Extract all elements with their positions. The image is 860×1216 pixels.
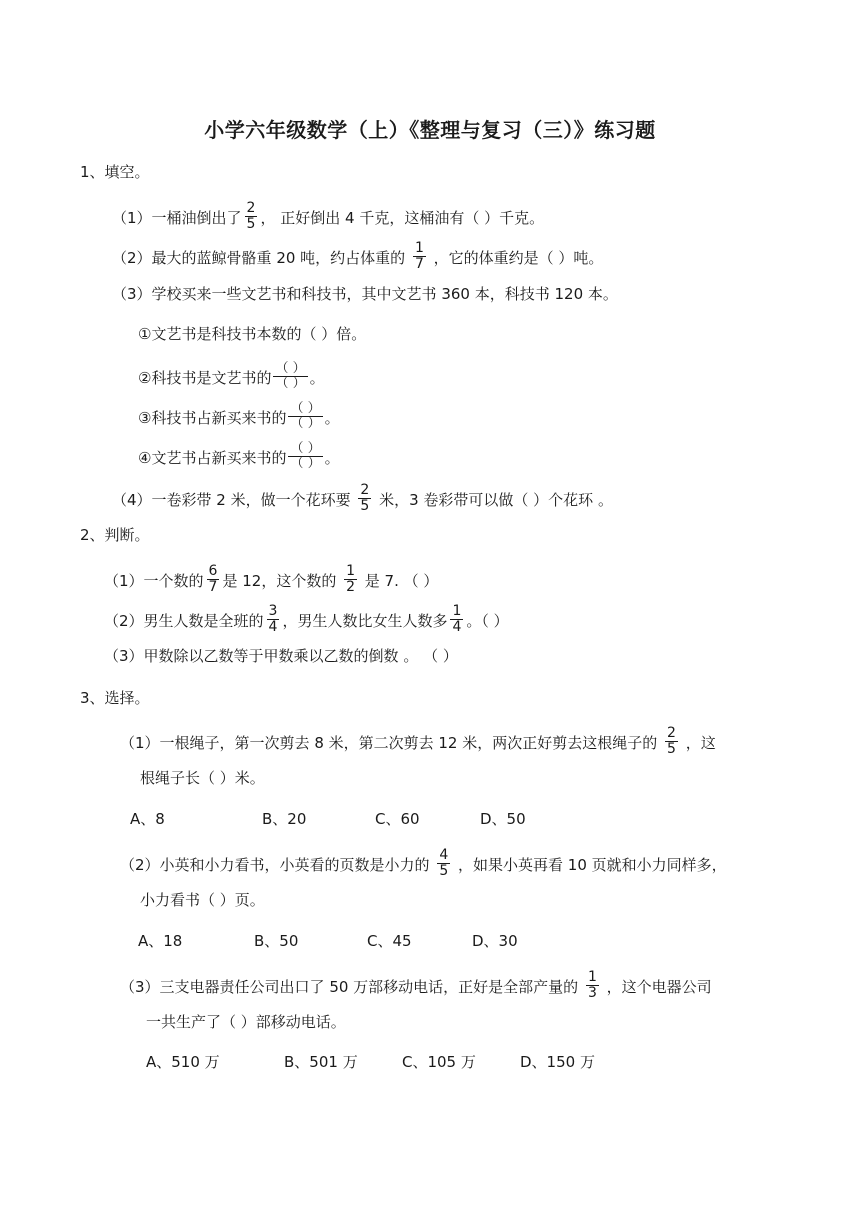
fraction-numerator: 1 (587, 969, 597, 985)
s2q2-text-c: 。（ ） (466, 612, 509, 630)
fraction-denominator: 5 (667, 741, 676, 757)
period: 。 (309, 369, 325, 387)
s1-question-4 (112, 482, 613, 516)
s3q2-line-2: 小力看书（ ）页。 (140, 891, 265, 909)
fraction-numerator: 2 (667, 725, 676, 741)
s1q3-sub-2-text: ②科技书是文艺书的 (138, 369, 272, 387)
fraction-denominator: 5 (439, 863, 449, 879)
s2-question-3: （3）甲数除以乙数等于甲数乘以乙数的倒数 。 （ ） (104, 647, 458, 665)
blank-numerator: （ ） (275, 361, 306, 376)
s1-question-1 (112, 200, 545, 234)
blank-fraction (273, 362, 307, 391)
fraction (358, 483, 371, 514)
s3q1-option-c: C、60 (375, 810, 420, 828)
blank-numerator: （ ） (290, 441, 321, 456)
blank-denominator: （ ） (290, 416, 321, 431)
s2q1-text-b: 是 12，这个数的 (222, 572, 342, 590)
s3q1-text-b: ，这 (680, 734, 716, 752)
fraction-numerator: 2 (246, 200, 256, 216)
s1q4-text-a: （4）一卷彩带 2 米，做一个花环要 (112, 491, 356, 509)
period: 。 (324, 409, 340, 427)
fraction-denominator: 2 (346, 579, 356, 595)
fraction-numerator: 1 (414, 240, 424, 256)
fraction (413, 241, 426, 272)
s3q1-option-d: D、50 (480, 810, 526, 828)
blank-numerator: （ ） (290, 401, 321, 416)
fraction-denominator: 4 (268, 619, 278, 635)
fraction-denominator: 7 (208, 579, 218, 595)
s3-question-3 (120, 969, 712, 1003)
s1q3-sub-1: ①文艺书是科技书本数的（ ）倍。 (138, 325, 367, 343)
s2-question-1 (104, 563, 439, 597)
blank-denominator: （ ） (290, 456, 321, 471)
s3q2-option-b: B、50 (254, 932, 299, 950)
fraction-numerator: 2 (360, 482, 370, 498)
s3q2-option-d: D、30 (472, 932, 518, 950)
fraction (586, 970, 599, 1001)
fraction-denominator: 7 (414, 256, 424, 272)
s3q3-line-2: 一共生产了（ ）部移动电话。 (146, 1013, 346, 1031)
page-title: 小学六年级数学（上）《整理与复习（三）》练习题 (204, 118, 656, 142)
s3-question-2 (120, 847, 727, 881)
section-2-heading: 2、判断。 (80, 526, 150, 544)
fraction-numerator: 3 (268, 603, 278, 619)
s3q2-text-b: ，如果小英再看 10 页就和小力同样多， (453, 856, 727, 874)
fraction (437, 848, 450, 879)
s3q3-option-d: D、150 万 (520, 1053, 595, 1071)
s1-question-2 (112, 240, 604, 274)
s1-question-3: （3）学校买来一些文艺书和科技书，其中文艺书 360 本，科技书 120 本。 (112, 285, 618, 303)
s1q3-sub-3-text: ③科技书占新买来书的 (138, 409, 287, 427)
s1q3-sub-4-text: ④文艺书占新买来书的 (138, 449, 287, 467)
fraction-numerator: 1 (452, 603, 462, 619)
s1q3-sub-3 (138, 401, 340, 433)
section-1-heading: 1、填空。 (80, 163, 150, 181)
s1q3-sub-2 (138, 361, 325, 393)
s3q1-line-2: 根绳子长（ ）米。 (140, 769, 265, 787)
s2q2-text-b: ，男生人数比女生人数多 (282, 612, 448, 630)
s1q2-text-a: （2）最大的蓝鲸骨骼重 20 吨，约占体重的 (112, 249, 410, 267)
fraction (245, 201, 258, 232)
s3q2-option-a: A、18 (138, 932, 183, 950)
s2q1-text-c: 是 7. （ ） (360, 572, 439, 590)
s3-question-1 (120, 725, 716, 759)
s3q1-option-a: A、8 (130, 810, 165, 828)
section-3-heading: 3、选择。 (80, 689, 150, 707)
fraction-denominator: 4 (452, 619, 462, 635)
s1q4-text-b: 米，3 卷彩带可以做（ ）个花环 。 (374, 491, 613, 509)
s3q2-text-a: （2）小英和小力看书，小英看的页数是小力的 (120, 856, 435, 874)
fraction (450, 604, 463, 635)
s3q3-text-b: ，这个电器公司 (601, 978, 712, 996)
blank-fraction (288, 442, 322, 471)
fraction-denominator: 3 (587, 985, 597, 1001)
s2q2-text-a: （2）男生人数是全班的 (104, 612, 264, 630)
s3q3-option-c: C、105 万 (402, 1053, 476, 1071)
fraction (665, 726, 678, 757)
s3q3-option-a: A、510 万 (146, 1053, 220, 1071)
fraction-denominator: 5 (360, 498, 370, 514)
s3q1-text-a: （1）一根绳子，第一次剪去 8 米，第二次剪去 12 米，两次正好剪去这根绳子的 (120, 734, 663, 752)
fraction-denominator: 5 (246, 216, 256, 232)
blank-denominator: （ ） (275, 376, 306, 391)
s2q1-text-a: （1）一个数的 (104, 572, 204, 590)
blank-fraction (288, 402, 322, 431)
period: 。 (324, 449, 340, 467)
fraction-numerator: 4 (439, 847, 449, 863)
fraction (207, 564, 220, 595)
fraction (344, 564, 357, 595)
s3q3-text-a: （3）三支电器责任公司出口了 50 万部移动电话，正好是全部产量的 (120, 978, 583, 996)
s1q1-text-a: （1）一桶油倒出了 (112, 209, 242, 227)
fraction-numerator: 6 (208, 563, 218, 579)
s3q1-option-b: B、20 (262, 810, 307, 828)
s1q1-text-b: ， 正好倒出 4 千克，这桶油有（ ）千克。 (260, 209, 545, 227)
s3q2-option-c: C、45 (367, 932, 412, 950)
s3q3-option-b: B、501 万 (284, 1053, 358, 1071)
s2-question-2 (104, 603, 509, 637)
s1q2-text-b: ，它的体重约是（ ）吨。 (428, 249, 604, 267)
s1q3-sub-4 (138, 441, 340, 473)
fraction (267, 604, 280, 635)
fraction-numerator: 1 (346, 563, 356, 579)
